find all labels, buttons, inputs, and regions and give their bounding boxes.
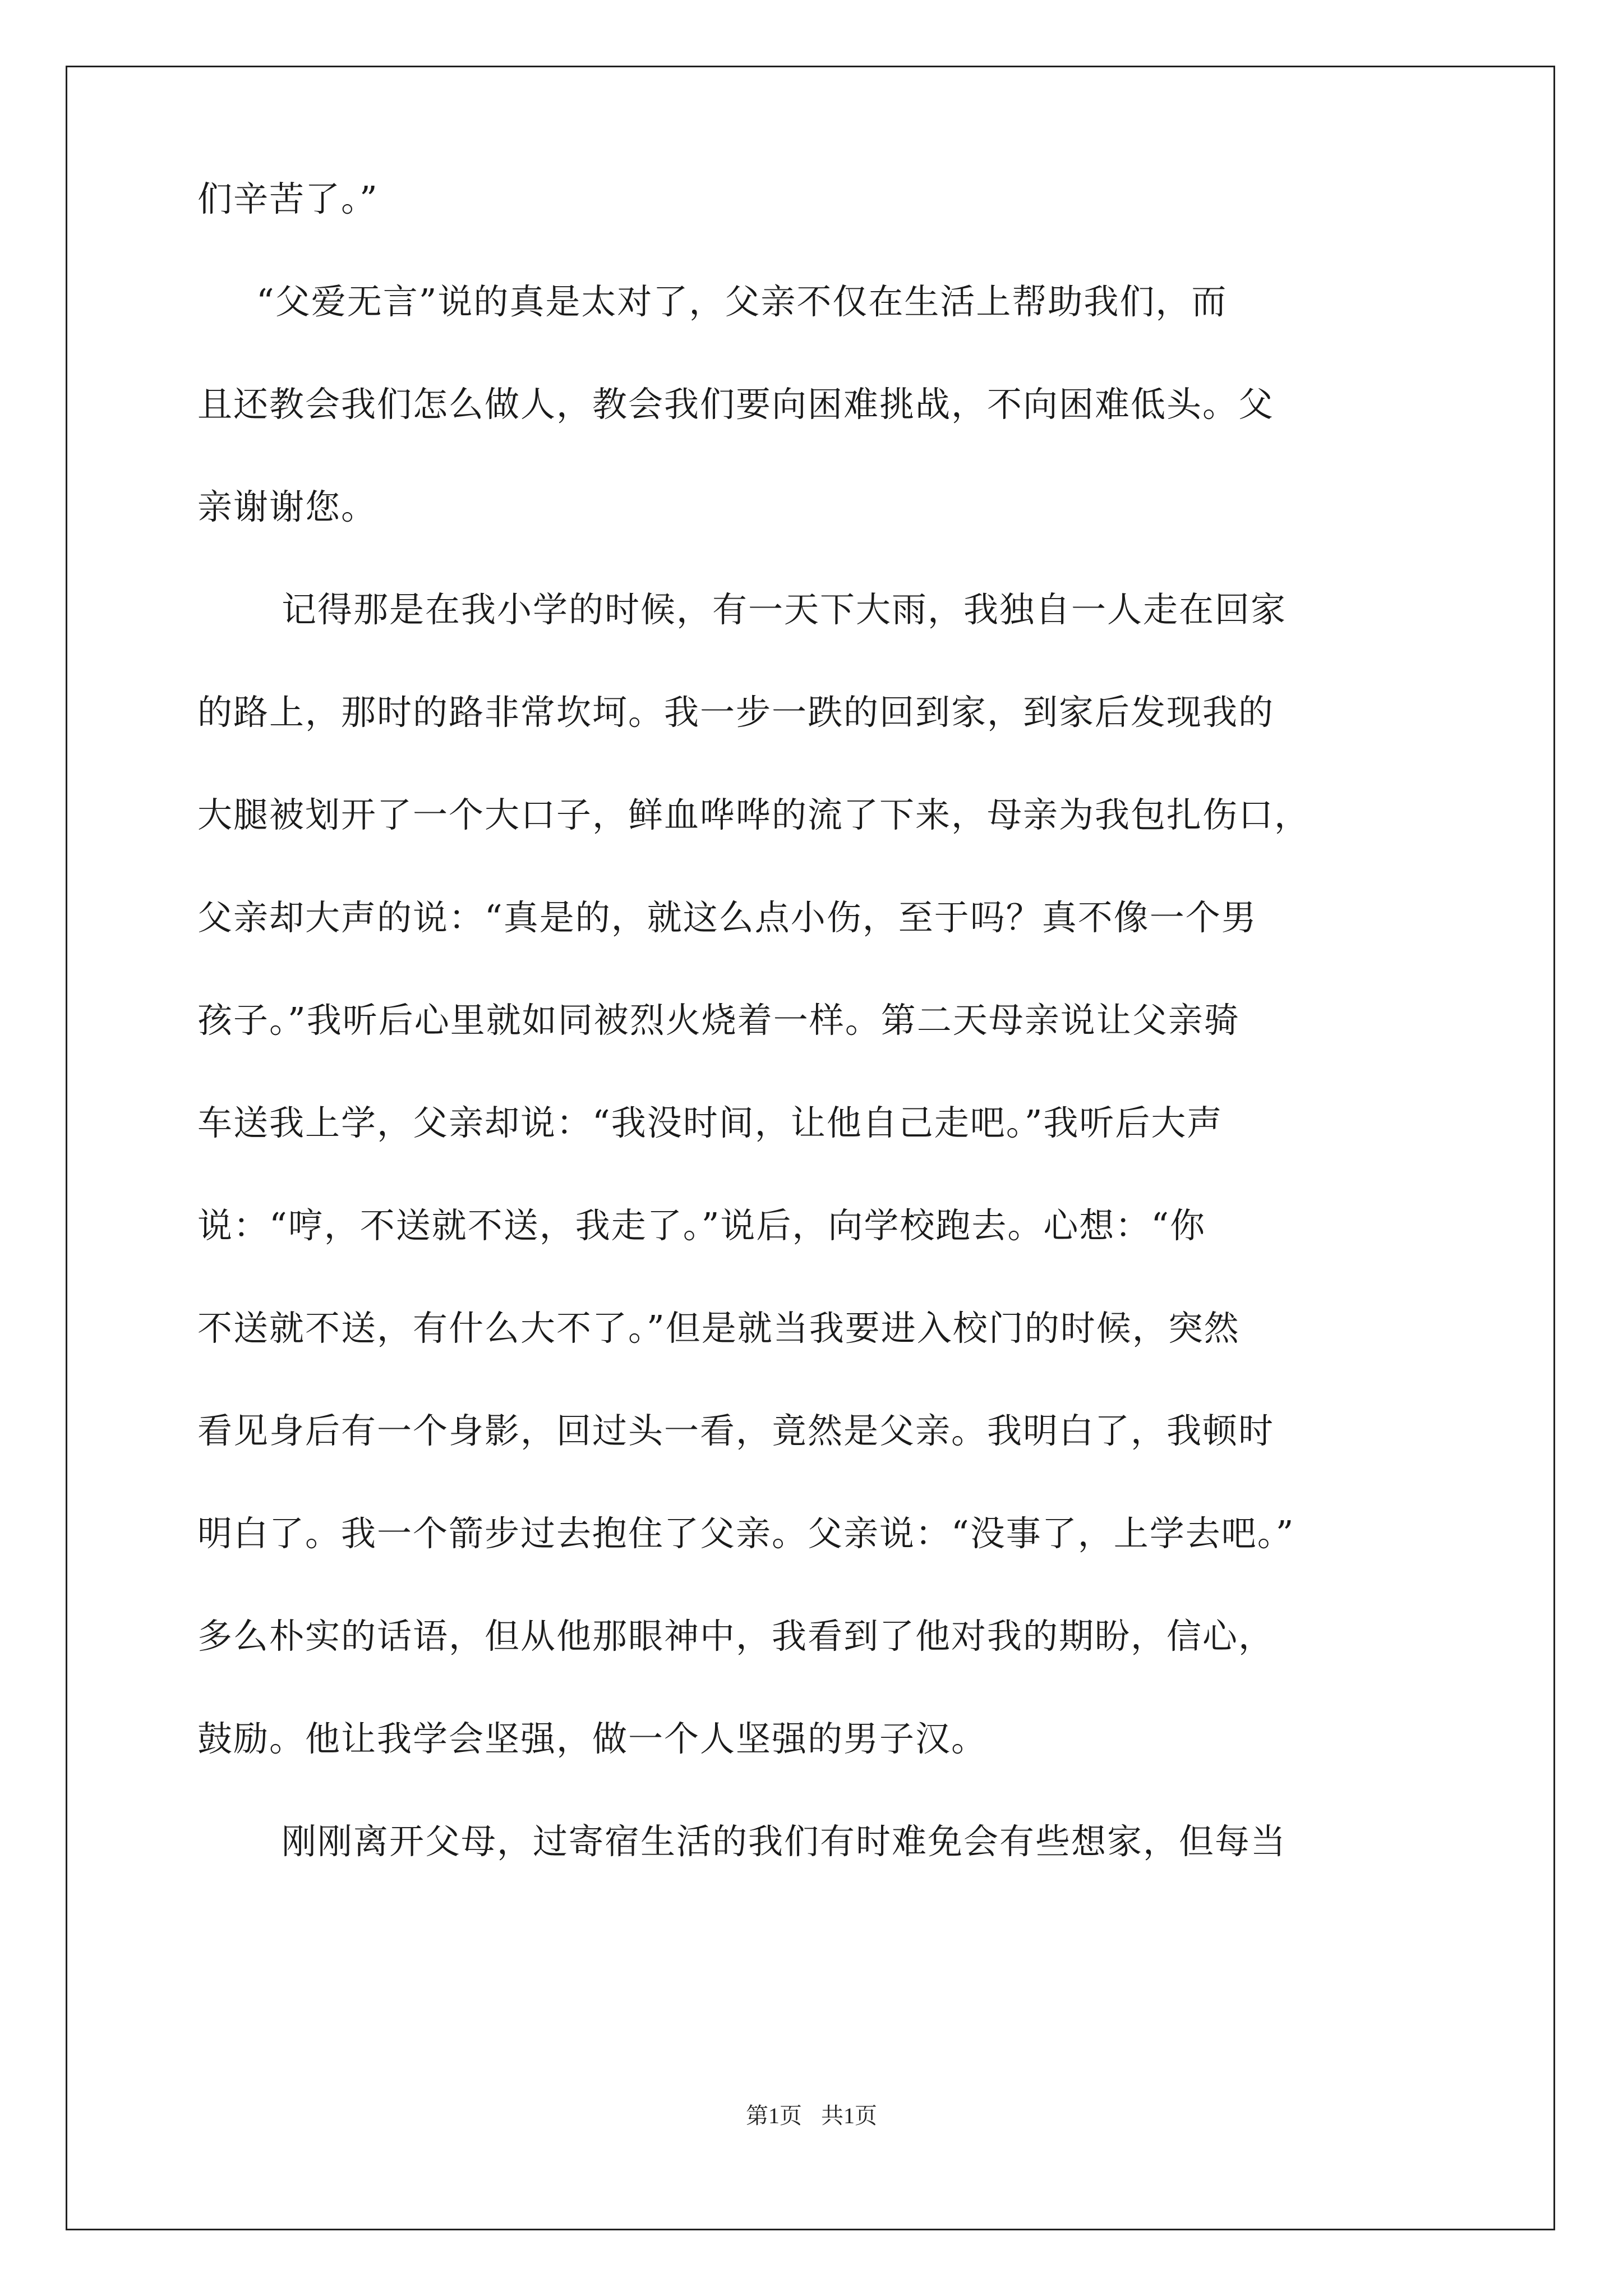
text-line: 车送我上学，父亲却说：“我没时间，让他自己走吧。”我听后大声	[197, 1102, 1223, 1143]
page-footer	[0, 2099, 1623, 2133]
text-line: 看见身后有一个身影，回过头一看，竟然是父亲。我明白了，我顿时	[197, 1410, 1275, 1451]
paragraph-first-line: 刚刚离开父母，过寄宿生活的我们有时难免会有些想家，但每当	[282, 1821, 1287, 1862]
text-line: 的路上，那时的路非常坎坷。我一步一跌的回到家，到家后发现我的	[197, 692, 1275, 733]
text-line: 父亲却大声的说：“真是的，就这么点小伤，至于吗？真不像一个男	[197, 897, 1257, 938]
text-line: 且还教会我们怎么做人，教会我们要向困难挑战，不向困难低头。父	[197, 384, 1275, 425]
text-line: 们辛苦了。”	[197, 178, 379, 219]
paragraph-first-line: 记得那是在我小学的时候，有一天下大雨，我独自一人走在回家	[282, 589, 1287, 630]
text-line: 鼓励。他让我学会坚强，做一个人坚强的男子汉。	[197, 1718, 988, 1759]
text-line: 不送就不送，有什么大不了。”但是就当我要进入校门的时候，突然	[197, 1308, 1240, 1349]
text-line: 多么朴实的话语，但从他那眼神中，我看到了他对我的期盼，信心，	[197, 1616, 1275, 1657]
text-line: 孩子。”我听后心里就如同被烈火烧着一样。第二天母亲说让父亲骑	[197, 1000, 1240, 1041]
text-line: 亲谢谢您。	[197, 486, 377, 527]
text-line: 说：“哼，不送就不送，我走了。”说后，向学校跑去。心想：“你	[197, 1205, 1206, 1246]
text-line: 大腿被划开了一个大口子，鲜血哗哗的流了下来，母亲为我包扎伤口，	[197, 794, 1311, 835]
page-number: 第1页	[746, 2103, 802, 2128]
text-line: 明白了。我一个箭步过去抱住了父亲。父亲说：“没事了，上学去吧。”	[197, 1513, 1295, 1554]
paragraph-first-line: “父爱无言”说的真是太对了，父亲不仅在生活上帮助我们，而	[256, 281, 1228, 322]
page-count: 共1页	[821, 2103, 877, 2128]
